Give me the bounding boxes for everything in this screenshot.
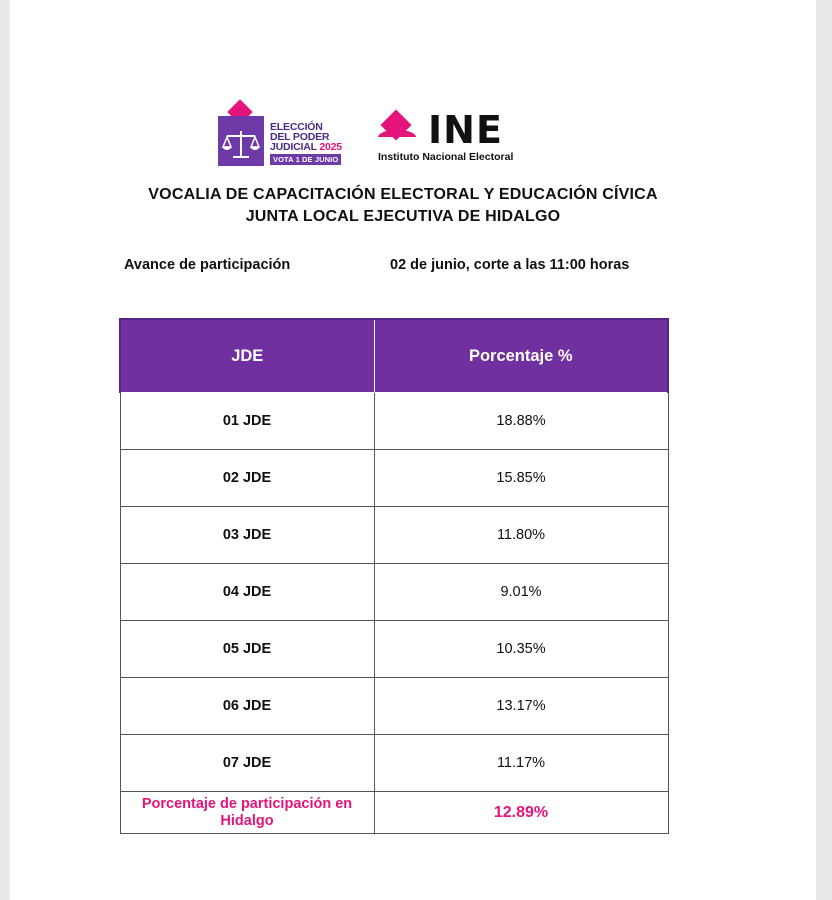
election-logo-year: 2025 [319, 141, 342, 153]
percentage-cell: 18.88% [374, 393, 668, 450]
cutoff-time: 02 de junio, corte a las 11:00 horas [390, 257, 630, 273]
election-logo-vote-date: VOTA 1 DE JUNIO [270, 154, 341, 165]
election-2025-logo [214, 102, 364, 170]
percentage-cell: 9.01% [374, 564, 668, 621]
total-value: 12.89% [374, 792, 668, 834]
percentage-cell: 10.35% [374, 621, 668, 678]
jde-cell: 03 JDE [120, 507, 374, 564]
table-row [120, 507, 668, 564]
ine-full-name: Instituto Nacional Electoral [378, 151, 514, 163]
table-row [120, 564, 668, 621]
jde-cell: 04 JDE [120, 564, 374, 621]
total-label [120, 792, 374, 834]
election-logo-line1: ELECCIÓN [270, 121, 323, 133]
column-header-jde: JDE [120, 319, 374, 393]
table-row [120, 393, 668, 450]
total-label-line2: Hidalgo [220, 812, 274, 829]
column-header-percentage: Porcentaje % [374, 319, 668, 393]
total-row [120, 792, 668, 834]
table-header-row [120, 319, 668, 393]
ine-ballot-base-icon [378, 130, 416, 137]
table-row [120, 735, 668, 792]
jde-cell: 02 JDE [120, 450, 374, 507]
table-row [120, 621, 668, 678]
jde-cell: 01 JDE [120, 393, 374, 450]
election-logo-line2: DEL PODER [270, 131, 330, 143]
participation-table [119, 318, 669, 834]
election-logo-line3 [270, 142, 342, 153]
percentage-cell: 13.17% [374, 678, 668, 735]
percentage-cell: 11.80% [374, 507, 668, 564]
document-subtitle: JUNTA LOCAL EJECUTIVA DE HIDALGO [245, 208, 561, 225]
total-label-line1: Porcentaje de participación en [141, 795, 353, 812]
ine-logo [370, 108, 550, 168]
table-row [120, 450, 668, 507]
percentage-cell: 15.85% [374, 450, 668, 507]
percentage-cell: 11.17% [374, 735, 668, 792]
document-page [10, 0, 816, 900]
ine-acronym: INE [428, 108, 503, 152]
document-title: VOCALIA DE CAPACITACIÓN ELECTORAL Y EDUCACIÓN CÍVICA [148, 186, 658, 203]
election-logo-judicial: JUDICIAL [270, 141, 317, 153]
scales-icon [221, 128, 261, 162]
jde-cell: 05 JDE [120, 621, 374, 678]
jde-cell: 07 JDE [120, 735, 374, 792]
participation-label: Avance de participación [124, 257, 291, 273]
table-row [120, 678, 668, 735]
jde-cell: 06 JDE [120, 678, 374, 735]
